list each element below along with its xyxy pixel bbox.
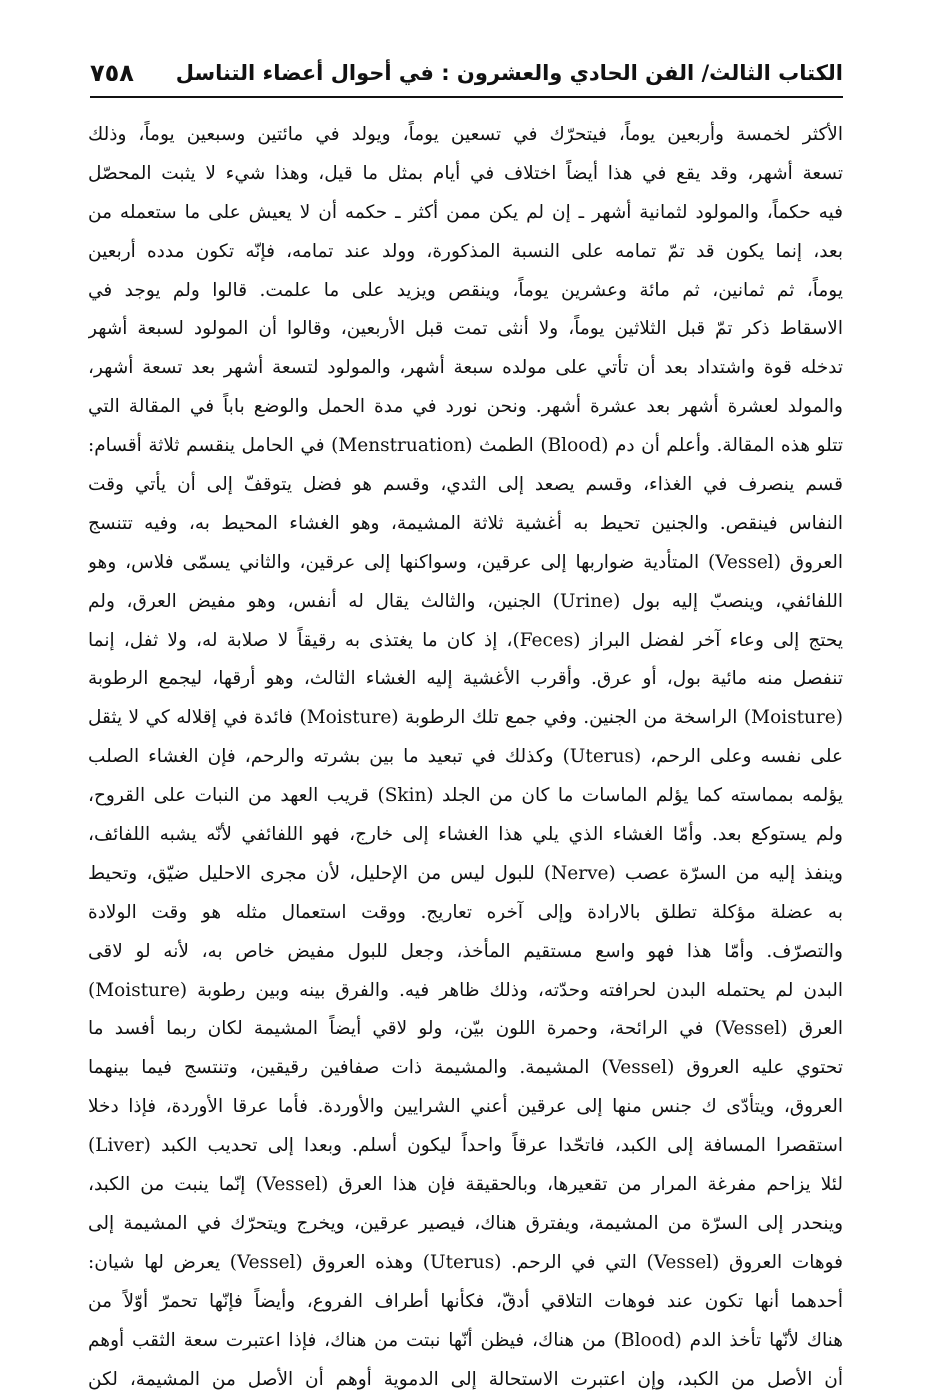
text-line: بعد، إنما يكون قد تمّ تمامه على النسبة المذكورة، وولد عند تمامه، فإنّه تكون مدده أربعين [88,233,843,272]
text-line: هناك لأنّها تأخذ الدم (Blood) من هناك، فيظن أنّها نبتت من هناك، فإذا اعتبرت سعة الثقب أوهم [88,1322,843,1361]
text-line: وينحدر إلى السرّة من المشيمة، ويفترق هناك، فيصير عرقين، ويخرج ويتحرّك في المشيمة إلى [88,1205,843,1244]
text-line: يحتج إلى وعاء آخر لفضل البراز (Feces)، إذ كان ما يغتذى به رقيقاً لا صلابة له، ولا ثفل، إنما [88,622,843,661]
text-line: أحدهما أنها تكون عند فوهات التلاقي أدقّ، فكأنها أطراف الفروع، وأيضاً فإنّها تحمرّ أوّلاً من [88,1283,843,1322]
text-line: النفاس فينقص. والجنين تحيط به أغشية ثلاثة المشيمة، وهو الغشاء المحيط به، وفيه تتنسج [88,505,843,544]
text-line: تنفصل منه مائية بول، أو عرق. وأقرب الأغشية إليه الغشاء الثالث، وهو أرقها، ليجمع الرطوبة [88,660,843,699]
text-line: يوماً، ثم ثمانين، ثم مائة وعشرين يوماً، وينقص ويزيد على ما علمت. قالوا ولم يوجد في [88,272,843,311]
text-line: الاسقاط ذكر تمّ قبل الثلاثين يوماً، ولا أنثى تمت قبل الأربعين، وقالوا أن المولود لسبعة أشهر [88,310,843,349]
text-line: الأكثر لخمسة وأربعين يوماً، فيتحرّك في تسعين يوماً، ويولد في مائتين وسبعين يوماً، وذلك [88,116,843,155]
text-line: على نفسه وعلى الرحم، (Uterus) وكذلك في تبعيد ما بين بشرته والرحم، فإن الغشاء الصلب [88,738,843,777]
text-line: والتصرّف. وأمّا هذا فهو واسع مستقيم المأخذ، وجعل للبول مفيض خاص به، لأنه لو لاقى [88,933,843,972]
running-header [90,50,843,98]
text-line: البدن لم يحتمله البدن لحرافته وحدّته، وذلك ظاهر فيه. والفرق بينه وبين رطوبة (Moisture) [88,972,843,1011]
text-line: تحتوي عليه العروق (Vessel) المشيمة. والمشيمة ذات صفافين رقيقين، وتنتسج فيما بينهما [88,1049,843,1088]
text-line: قسم ينصرف في الغذاء، وقسم يصعد إلى الثدي، وقسم هو فضل يتوقفّ إلى أن يأتي وقت [88,466,843,505]
text-line: فوهات العروق (Vessel) التي في الرحم. (Uterus) وهذه العروق (Vessel) يعرض لها شيان: [88,1244,843,1283]
text-line: أن الأصل من الكبد، وإن اعتبرت الاستحالة إلى الدموية أوهم أن الأصل من المشيمة، لكن [88,1361,843,1399]
text-line: لئلا يزاحم مفرغة المرار من تقعيرها، وبالحقيقة فإن هذا العرق (Vessel) إنّما ينبت من الكبد، [88,1166,843,1205]
page-number: ٧٥٨ [90,59,134,87]
text-line: تتلو هذه المقالة. وأعلم أن دم (Blood) الطمث (Menstruation) في الحامل ينقسم ثلاثة أقسام: [88,427,843,466]
text-line: والمولد لعشرة أشهر بعد عشرة أشهر. ونحن نورد في مدة الحمل والوضع باباً في المقالة التي [88,388,843,427]
text-line: ولم يستوكع بعد. وأمّا الغشاء الذي يلي هذا الغشاء إلى خارج، فهو اللفائفي لأنّه يشبه اللفائف، [88,816,843,855]
text-line: تدخله قوة واشتداد بعد أن تأتي على مولده سبعة أشهر، والمولود لتسعة أشهر بعد تسعة أشهر، [88,349,843,388]
chapter-title: الكتاب الثالث/ الفن الحادي والعشرون : في أحوال أعضاء التناسل [176,61,843,85]
text-line: العروق (Vessel) المتأدية ضواربها إلى عرقين، وسواكنها إلى عرقين، والثاني يسمّى فلاس، وهو [88,544,843,583]
text-line: استقصرا المسافة إلى الكبد، فاتحّدا عرقاً واحداً ليكون أسلم. وبعدا إلى تحديب الكبد (Liver) [88,1127,843,1166]
body-text [88,116,843,1399]
text-line: يؤلمه بمماسته كما يؤلم الماسات ما كان من الجلد (Skin) قريب العهد من النبات على القروح، [88,777,843,816]
text-line: العروق، ويتأدّى ك جنس منها إلى عرقين أعني الشرايين والأوردة. فأما عرقا الأوردة، فإذا دخلا [88,1088,843,1127]
text-line: تسعة أشهر، وقد يقع في هذا أيضاً اختلاف في أيام بمثل ما قيل، وهذا شيء لا يثبت المحصّل [88,155,843,194]
text-line: فيه حكماً، والمولود لثمانية أشهر ـ إن لم يكن ممن أكثر ـ حكمه أن لا يعيش على ما ستعمله من [88,194,843,233]
text-line: به عضلة مؤكلة تطلق بالارادة وإلى آخره تعاريج. ووقت استعمال مثله هو وقت الولادة [88,894,843,933]
text-line: العرق (Vessel) في الرائحة، وحمرة اللون بيّن، ولو لاقي أيضاً المشيمة لكان ربما أفسد ما [88,1010,843,1049]
text-line: اللفائفي، وينصبّ إليه بول (Urine) الجنين، والثالث يقال له أنفس، وهو مفيض العرق، ولم [88,583,843,622]
text-line: (Moisture) الراسخة من الجنين. وفي جمع تلك الرطوبة (Moisture) فائدة في إقلاله كي لا يثقل [88,699,843,738]
text-line: وينفذ إليه من السرّة عصب (Nerve) للبول ليس من الإحليل، لأن مجرى الاحليل ضيّق، وتحيط [88,855,843,894]
